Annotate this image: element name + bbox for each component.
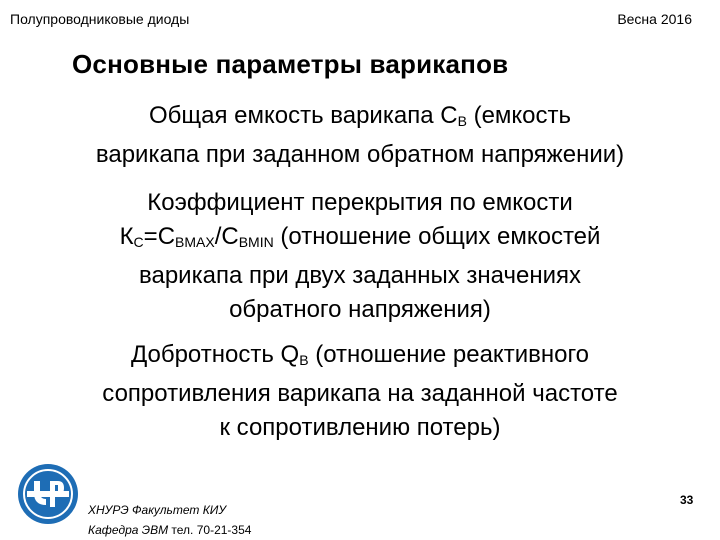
p3-line3: к сопротивлению потерь) <box>219 414 501 441</box>
footer-phone: тел. 70-21-354 <box>171 523 252 537</box>
footer-faculty: ХНУРЭ Факультет КИУ <box>88 503 227 517</box>
paragraph-overlap-coefficient <box>0 186 720 327</box>
p1-line2: варикапа при заданном обратном напряжении) <box>95 141 625 168</box>
footer-info <box>88 500 251 540</box>
p1-subscript: В <box>457 113 467 129</box>
p2-line2 <box>0 220 720 259</box>
p3-line2: сопротивления варикапа на заданной частоте <box>102 380 618 407</box>
p2-k-sub: С <box>133 234 144 250</box>
p3-line1 <box>0 338 720 377</box>
p3-text-cont: (отношение реактивного <box>308 341 590 368</box>
footer-dept-name: Кафедра ЭВМ <box>88 523 172 537</box>
paragraph-total-capacitance <box>0 99 720 172</box>
p2-eq: =С <box>143 223 176 250</box>
p2-cmax-sub: ВMAX <box>175 234 215 250</box>
p1-text-cont: (емкость <box>466 102 572 129</box>
p1-line1 <box>0 99 720 138</box>
university-logo-icon <box>17 463 79 525</box>
p2-k: К <box>119 223 134 250</box>
p3-subscript: В <box>299 352 309 368</box>
p2-cmin-sub: ВMIN <box>238 234 274 250</box>
p2-line3: варикапа при двух заданных значениях <box>139 262 581 289</box>
paragraph-quality-factor <box>0 338 720 445</box>
page-number: 33 <box>680 493 694 507</box>
p2-line2-rest: (отношение общих емкостей <box>273 223 601 250</box>
header-term: Весна 2016 <box>617 11 692 27</box>
footer-department <box>88 520 251 540</box>
header-topic: Полупроводниковые диоды <box>10 11 190 27</box>
p3-text: Добротность Q <box>130 341 300 368</box>
p2-line4: обратного напряжения) <box>229 296 491 323</box>
slide-title: Основные параметры варикапов <box>72 49 509 79</box>
p2-line1: Коэффициент перекрытия по емкости <box>147 189 573 216</box>
p2-slash: /С <box>214 223 239 250</box>
p1-text: Общая емкость варикапа С <box>148 102 458 129</box>
